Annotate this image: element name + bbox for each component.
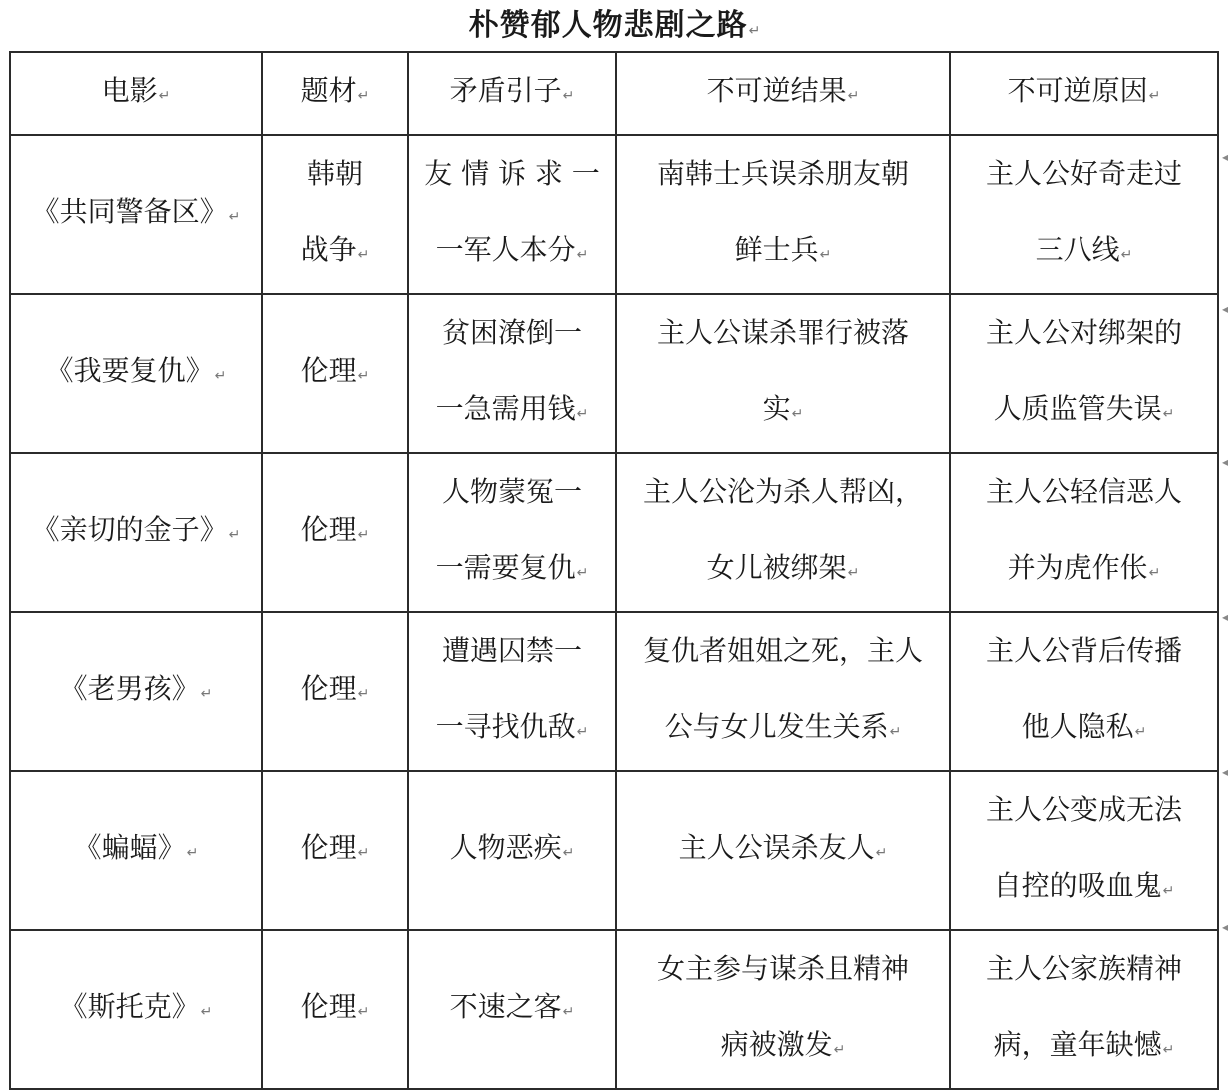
film-cell — [10, 612, 262, 771]
edge-marker-icon: ◂ — [1222, 765, 1229, 779]
header-cell-result — [616, 52, 950, 135]
cell-text: 并为虎作伥 — [1007, 551, 1148, 584]
paragraph-mark-icon: ↵ — [791, 406, 804, 422]
paragraph-mark-icon: ↵ — [1162, 406, 1175, 422]
cell-text: 遭遇囚禁一 — [441, 634, 582, 667]
paragraph-mark-icon: ↵ — [1148, 565, 1161, 581]
result-cell — [616, 453, 950, 612]
cell-text: 战争 — [300, 233, 357, 266]
paragraph-mark-icon: ↵ — [357, 527, 370, 543]
cell-text: 鲜士兵 — [734, 233, 819, 266]
cell-line — [417, 689, 607, 770]
cell-line — [19, 174, 253, 255]
cell-line — [625, 136, 941, 212]
cell-line — [271, 492, 399, 573]
reason-cell — [950, 612, 1218, 771]
cell-line — [271, 969, 399, 1050]
paragraph-mark-icon: ↵ — [1162, 1042, 1175, 1058]
table-row — [10, 930, 1218, 1089]
cell-text: 贫困潦倒一 — [441, 316, 582, 349]
cell-text: 一寻找仇敌 — [435, 710, 576, 743]
edge-marker-icon: ◂ — [1222, 455, 1229, 469]
header-cell-film — [10, 52, 262, 135]
reason-cell — [950, 135, 1218, 294]
cell-text: 公与女儿发生关系 — [664, 710, 889, 743]
cell-line — [625, 810, 941, 891]
result-cell — [616, 930, 950, 1089]
cell-text: 三八线 — [1035, 233, 1120, 266]
cell-line — [625, 295, 941, 371]
paragraph-mark-icon: ↵ — [228, 209, 241, 225]
paragraph-mark-icon: ↵ — [214, 368, 227, 384]
cell-line — [959, 295, 1209, 371]
cell-line — [625, 454, 941, 530]
reason-cell — [950, 453, 1218, 612]
paragraph-mark-icon: ↵ — [562, 88, 575, 104]
cell-text: 主人公沦为杀人帮凶， — [642, 475, 923, 508]
paragraph-mark-icon: ↵ — [875, 845, 888, 861]
cell-text: 实 — [762, 392, 791, 425]
cell-line — [417, 613, 607, 689]
paragraph-mark-icon: ↵ — [200, 1004, 213, 1020]
cell-text: 主人公误杀友人 — [678, 831, 875, 864]
cell-line — [19, 333, 253, 414]
cell-line — [959, 772, 1209, 848]
result-cell — [616, 612, 950, 771]
paragraph-mark-icon: ↵ — [1120, 247, 1133, 263]
paragraph-mark-icon: ↵ — [562, 1004, 575, 1020]
table-header-row — [10, 52, 1218, 135]
paragraph-mark-icon: ↵ — [357, 247, 370, 263]
cell-line — [19, 810, 253, 891]
cell-text: 病被激发 — [720, 1028, 833, 1061]
paragraph-mark-icon: ↵ — [357, 368, 370, 384]
edge-marker-icon: ◂ — [1222, 610, 1229, 624]
paragraph-mark-icon: ↵ — [562, 845, 575, 861]
edge-marker-icon: ◂ — [1222, 150, 1229, 164]
table-row — [10, 135, 1218, 294]
paragraph-mark-icon: ↵ — [158, 88, 171, 104]
cell-line — [19, 651, 253, 732]
cell-text: 《我要复仇》 — [45, 354, 214, 387]
cell-line — [625, 613, 941, 689]
cell-text: 一需要复仇 — [435, 551, 576, 584]
theme-cell — [262, 612, 408, 771]
cell-text: 不速之客 — [449, 990, 562, 1023]
cell-line — [417, 371, 607, 452]
table-row — [10, 612, 1218, 771]
cell-line — [959, 530, 1209, 611]
cell-line — [625, 371, 941, 452]
cell-text: 一军人本分 — [435, 233, 576, 266]
result-cell — [616, 135, 950, 294]
cell-text: 伦理 — [300, 513, 357, 546]
theme-cell — [262, 771, 408, 930]
reason-cell — [950, 294, 1218, 453]
trigger-cell — [408, 294, 616, 453]
cell-line — [271, 212, 399, 293]
theme-cell — [262, 294, 408, 453]
cell-line — [417, 530, 607, 611]
paragraph-mark-icon: ↵ — [200, 686, 213, 702]
trigger-cell — [408, 612, 616, 771]
cell-line — [959, 689, 1209, 770]
cell-line — [417, 454, 607, 530]
header-label: 不可逆结果 — [706, 74, 847, 107]
cell-text: 伦理 — [300, 990, 357, 1023]
cell-line — [625, 689, 941, 770]
cell-text: 《共同警备区》 — [31, 195, 228, 228]
table-row — [10, 294, 1218, 453]
reason-cell — [950, 930, 1218, 1089]
cell-line — [417, 810, 607, 891]
paragraph-mark-icon: ↵ — [357, 1004, 370, 1020]
cell-line — [625, 212, 941, 293]
header-cell-reason — [950, 52, 1218, 135]
reason-cell — [950, 771, 1218, 930]
paragraph-mark-icon: ↵ — [1162, 883, 1175, 899]
cell-line — [625, 931, 941, 1007]
cell-text: 他人隐私 — [1021, 710, 1134, 743]
header-label: 不可逆原因 — [1007, 74, 1148, 107]
trigger-cell — [408, 453, 616, 612]
paragraph-mark-icon: ↵ — [833, 1042, 846, 1058]
cell-line — [417, 295, 607, 371]
cell-line — [959, 931, 1209, 1007]
theme-cell — [262, 135, 408, 294]
result-cell — [616, 294, 950, 453]
paragraph-mark-icon: ↵ — [576, 247, 589, 263]
cell-text: 主人公谋杀罪行被落 — [656, 316, 909, 349]
cell-text: 一急需用钱 — [435, 392, 576, 425]
cell-text: 主人公对绑架的 — [985, 316, 1182, 349]
cell-line — [959, 1007, 1209, 1088]
paragraph-mark-icon: ↵ — [1134, 724, 1147, 740]
paragraph-mark-icon: ↵ — [186, 845, 199, 861]
cell-text: 人物恶疾 — [449, 831, 562, 864]
cell-text: 伦理 — [300, 354, 357, 387]
paragraph-mark-icon: ↵ — [889, 724, 902, 740]
paragraph-mark-icon: ↵ — [748, 23, 762, 39]
cell-text: 病，童年缺憾 — [993, 1028, 1162, 1061]
paragraph-mark-icon: ↵ — [576, 406, 589, 422]
cell-line — [625, 1007, 941, 1088]
film-cell — [10, 294, 262, 453]
table-body — [10, 52, 1218, 1089]
film-cell — [10, 453, 262, 612]
cell-text: 主人公家族精神 — [985, 952, 1182, 985]
cell-line — [271, 810, 399, 891]
cell-line — [959, 848, 1209, 929]
table-row — [10, 771, 1218, 930]
paragraph-mark-icon: ↵ — [819, 247, 832, 263]
cell-text: 友 情 诉 求 一 — [424, 157, 600, 190]
trigger-cell — [408, 930, 616, 1089]
paragraph-mark-icon: ↵ — [847, 565, 860, 581]
cell-line — [625, 530, 941, 611]
paragraph-mark-icon: ↵ — [1148, 88, 1161, 104]
cell-line — [19, 492, 253, 573]
theme-cell — [262, 453, 408, 612]
cell-text: 伦理 — [300, 672, 357, 705]
paragraph-mark-icon: ↵ — [576, 724, 589, 740]
result-cell — [616, 771, 950, 930]
cell-line — [271, 136, 399, 212]
cell-line — [417, 136, 607, 212]
document-title-text: 朴赞郁人物悲剧之路 — [468, 8, 748, 43]
cell-text: 《斯托克》 — [59, 990, 200, 1023]
cell-line — [959, 212, 1209, 293]
header-label: 题材 — [300, 74, 357, 107]
paragraph-mark-icon: ↵ — [357, 845, 370, 861]
header-cell-theme — [262, 52, 408, 135]
cell-line — [959, 454, 1209, 530]
cell-line — [959, 371, 1209, 452]
cell-line — [271, 651, 399, 732]
cell-text: 女儿被绑架 — [706, 551, 847, 584]
document-title — [0, 4, 1230, 48]
cell-text: 《亲切的金子》 — [31, 513, 228, 546]
cell-line — [417, 969, 607, 1050]
cell-text: 人物蒙冤一 — [441, 475, 582, 508]
paragraph-mark-icon: ↵ — [357, 686, 370, 702]
header-cell-trigger — [408, 52, 616, 135]
cell-text: 韩朝 — [306, 157, 363, 190]
cell-text: 《老男孩》 — [59, 672, 200, 705]
cell-line — [959, 613, 1209, 689]
cell-line — [417, 212, 607, 293]
cell-text: 自控的吸血鬼 — [993, 869, 1162, 902]
cell-line — [271, 333, 399, 414]
cell-text: 主人公好奇走过 — [985, 157, 1182, 190]
cell-text: 伦理 — [300, 831, 357, 864]
cell-text: 《蝙蝠》 — [73, 831, 186, 864]
cell-text: 南韩士兵误杀朋友朝 — [656, 157, 909, 190]
cell-text: 主人公轻信恶人 — [985, 475, 1182, 508]
table-row — [10, 453, 1218, 612]
cell-line — [19, 969, 253, 1050]
cell-text: 主人公变成无法 — [985, 793, 1182, 826]
header-label: 电影 — [101, 74, 158, 107]
edge-marker-icon: ◂ — [1222, 302, 1229, 316]
edge-marker-icon: ◂ — [1222, 920, 1229, 934]
header-label: 矛盾引子 — [449, 74, 562, 107]
theme-cell — [262, 930, 408, 1089]
film-tragedy-table — [9, 51, 1219, 1090]
paragraph-mark-icon: ↵ — [847, 88, 860, 104]
cell-text: 主人公背后传播 — [985, 634, 1182, 667]
cell-text: 复仇者姐姐之死，主人 — [642, 634, 923, 667]
paragraph-mark-icon: ↵ — [357, 88, 370, 104]
cell-text: 人质监管失误 — [993, 392, 1162, 425]
trigger-cell — [408, 135, 616, 294]
film-cell — [10, 135, 262, 294]
cell-line — [959, 136, 1209, 212]
cell-text: 女主参与谋杀且精神 — [656, 952, 909, 985]
paragraph-mark-icon: ↵ — [576, 565, 589, 581]
trigger-cell — [408, 771, 616, 930]
film-cell — [10, 771, 262, 930]
paragraph-mark-icon: ↵ — [228, 527, 241, 543]
film-cell — [10, 930, 262, 1089]
